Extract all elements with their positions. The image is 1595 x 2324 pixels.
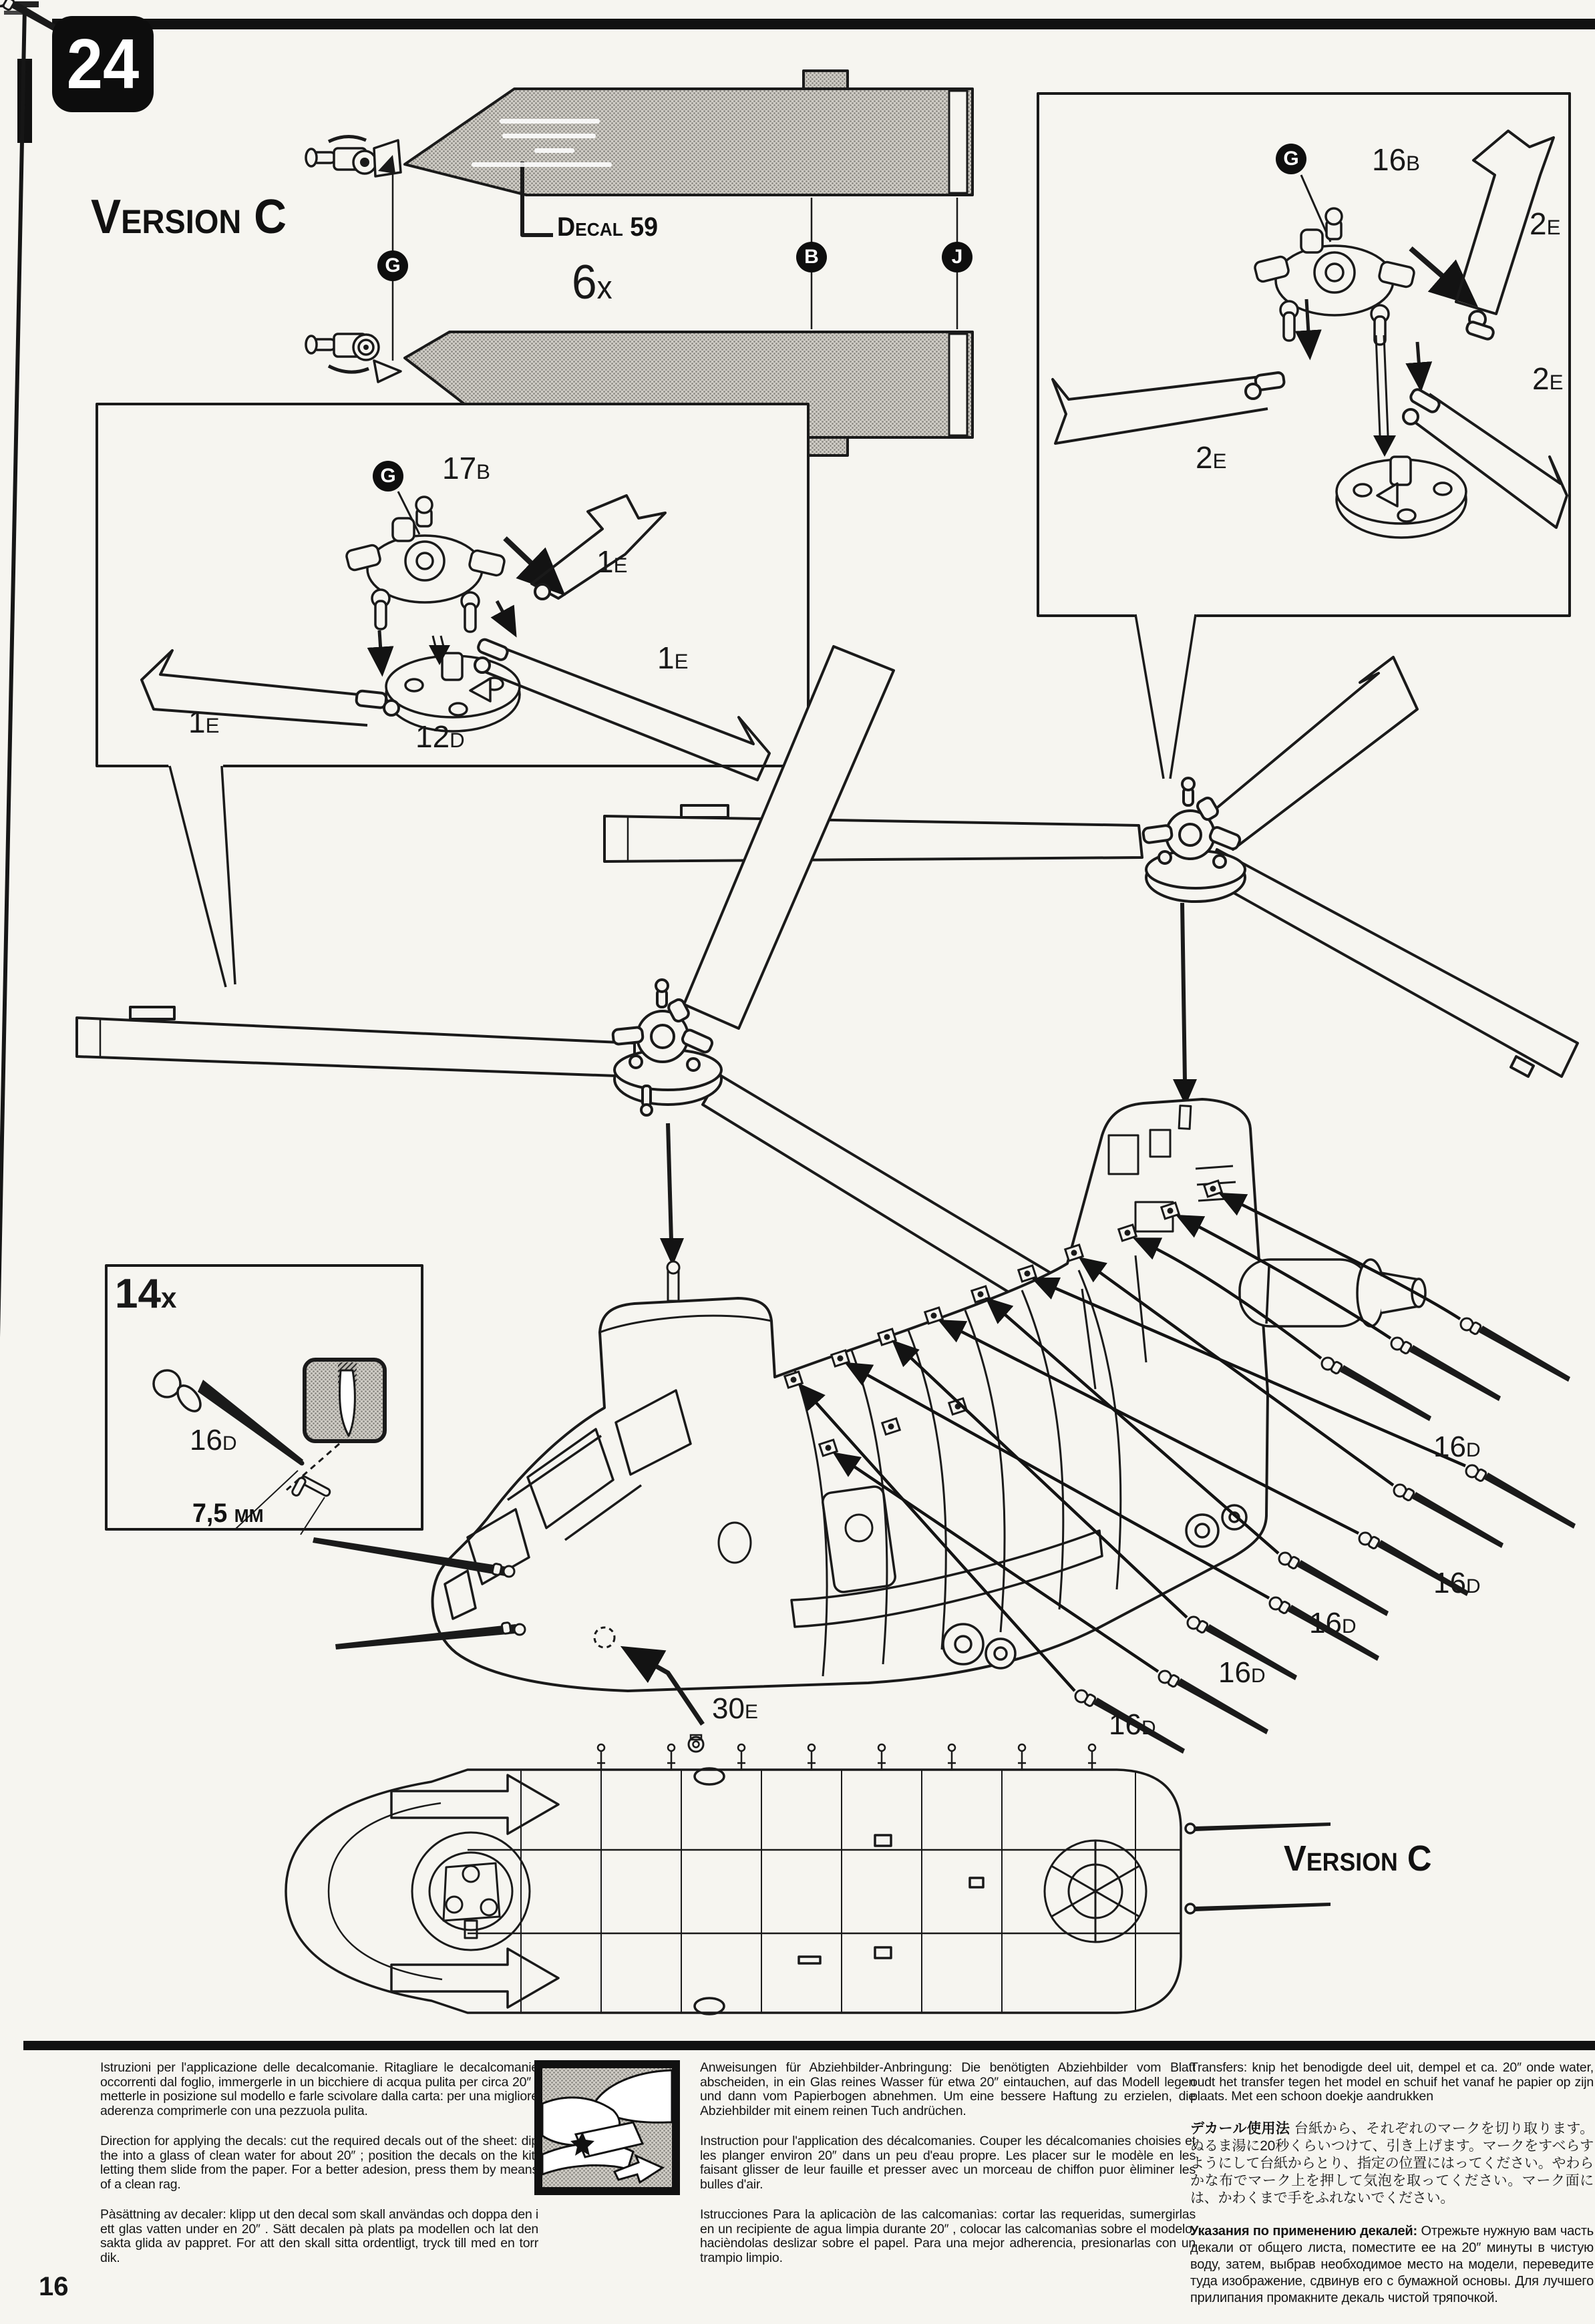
callout-g-rear-inset: G xyxy=(1276,144,1306,174)
decal-quantity-label: 6x xyxy=(572,256,612,309)
part-label-12d: 12D xyxy=(415,719,465,754)
blade-stencil-line xyxy=(472,162,612,167)
step-number: 24 xyxy=(66,24,140,104)
part-label-16d: 16D xyxy=(1433,1567,1481,1599)
russian-lead: Указания по применению декалей: xyxy=(1190,2223,1417,2239)
part-label-16d: 16D xyxy=(1218,1656,1266,1689)
cut-blade-icon xyxy=(305,1360,385,1441)
instructions-german: Anweisungen für Abziehbilder-Anbringung: Die benötigten Abziehbilder vom Blatt abscheiden, in ein Glas reines Wasser für etwa 20″ eintauchen, auf das Modell legen und dann vom Papierbogen abnehmen. Um eine bessere Haftung zu erzielen, die Abziehbilder mit einem reinen Tuch andrüchen. xyxy=(700,2060,1196,2118)
callout-g-front-inset: G xyxy=(373,461,403,492)
version-heading-top: Version C xyxy=(91,190,287,244)
blade-grip-part-top xyxy=(306,136,401,176)
instructions-japanese xyxy=(1190,2120,1594,2207)
blade-stencil-line xyxy=(500,119,600,124)
instructions-russian xyxy=(1190,2223,1594,2307)
inset-rear-rotor-art xyxy=(1038,93,1570,781)
instructions-swedish: Pàsättning av decaler: klipp ut den decal som skall användas och doppa den i ett glas vatten under en 20″ . Sätt decalen pà plats pa modellen och lat den sakta glida av pappret. For att den skall sitta ordentligt, tryck till med en torr dik. xyxy=(100,2207,538,2265)
part-label-1e: 1E xyxy=(596,544,628,579)
callout-g-top: G xyxy=(377,250,408,281)
instructions-dutch: Transfers: knip het benodigde deel uit, dempel et ca. 20″ onde water, oudt het transfer tegen het model en schuif het vanaf he papier op zijn plaats. Met een schoon doekje aandrukken xyxy=(1190,2060,1594,2104)
blade-grip-part-bottom xyxy=(306,334,401,382)
instructions-french: Instruction pour l'application des décalcomanies. Couper les décalcomanies choisies et les planger environ 20″ dans un peu d'eau propre. Les placer sur le modèle en les faisant glisser de leur fauille et presser avec un morceau de chiffon puor èliminer les bulles d'air. xyxy=(700,2134,1196,2192)
part-label-16d: 16D xyxy=(1433,1430,1481,1463)
japanese-body: 台紙から、それぞれのマークを切り取ります。ぬるま湯に20秒くらいつけて、引き上げます。マークをすべらすようにして台紙からとり、指定の位置にはってください。やわらかな布でマーク上を押して気泡を取ってください。マーク面には、かわくまで手をふれないでください。 xyxy=(1190,2120,1594,2206)
part-label-16b: 16B xyxy=(1372,142,1421,177)
instructions-spanish: Istrucciones Para la aplicaciòn de las calcomanìas: cortar las requeridas, sumergirlas en un recipiente de agua limpia durante 20″ , colocar las calcomanìas sobre el modelo, hacièndolas deslizar sobre el papel. Para una mejor adherencia, presionarlas con un trampio limpio. xyxy=(700,2207,1196,2265)
russian-body: Отрежьте нужную вам часть декали от общего листа, поместите ее на 20″ минуты в чистую воду, затем, выбрав необходимое место на модели, переведите туда изображение, сдвинув его с бумажной основы. Для лучшего прилипания промакните декаль чистой тряпочкой. xyxy=(1190,2223,1594,2305)
part-label-2e: 2E xyxy=(1530,206,1561,241)
part-label-2e: 2E xyxy=(1532,361,1564,396)
version-heading-bottom: Version C xyxy=(1284,1838,1432,1879)
part-label-1e: 1E xyxy=(657,640,689,675)
antenna-quantity-label: 14x xyxy=(115,1271,177,1317)
part-label-16d-box: 16D xyxy=(190,1424,237,1457)
rotor-base-disc xyxy=(1337,457,1466,538)
blade-stencil-line xyxy=(502,134,596,138)
japanese-lead: デカール使用法 xyxy=(1190,2120,1290,2136)
instructions-column-2 xyxy=(700,2061,1196,2281)
part-label-30e: 30E xyxy=(712,1692,758,1725)
part-label-17b: 17B xyxy=(442,451,491,486)
blade-stencil-line xyxy=(534,148,574,153)
instructions-italian: Istruzioni per l'applicazione delle decalcomanie. Ritagliare le decalcomanie occorrenti dal foglio, immergerle in un bicchiere di acqua pulita per circa 20″ , metterle in posizione sul modello e farle scivolare dalla carta: per una migliore aderenza comprimerle con una pezzuola pulita. xyxy=(100,2060,538,2118)
part-label-16d: 16D xyxy=(1309,1607,1357,1639)
inset-front-rotor-art xyxy=(97,404,808,988)
part-label-2e: 2E xyxy=(1196,440,1227,475)
callout-j: J xyxy=(942,242,972,272)
instructions-english: Direction for applying the decals: cut the required decals out of the sheet: dip the into a glass of clean water for about 20″ ; position the decals on the kit, letting them slide from the paper. For a better adesion, press them by means of a clean rag. xyxy=(100,2134,538,2192)
instructions-column-1 xyxy=(100,2061,538,2281)
trim-length-label: 7,5 mm xyxy=(192,1499,264,1528)
decal-59-label: Decal 59 xyxy=(557,212,659,242)
step-number-badge xyxy=(52,16,154,112)
decal-hands-icon xyxy=(534,2060,680,2195)
part-label-1e: 1E xyxy=(188,705,220,739)
instructions-column-3 xyxy=(1190,2061,1594,2323)
callout-b: B xyxy=(796,242,827,272)
page-number: 16 xyxy=(39,2272,69,2301)
part-label-16d: 16D xyxy=(1109,1708,1156,1741)
